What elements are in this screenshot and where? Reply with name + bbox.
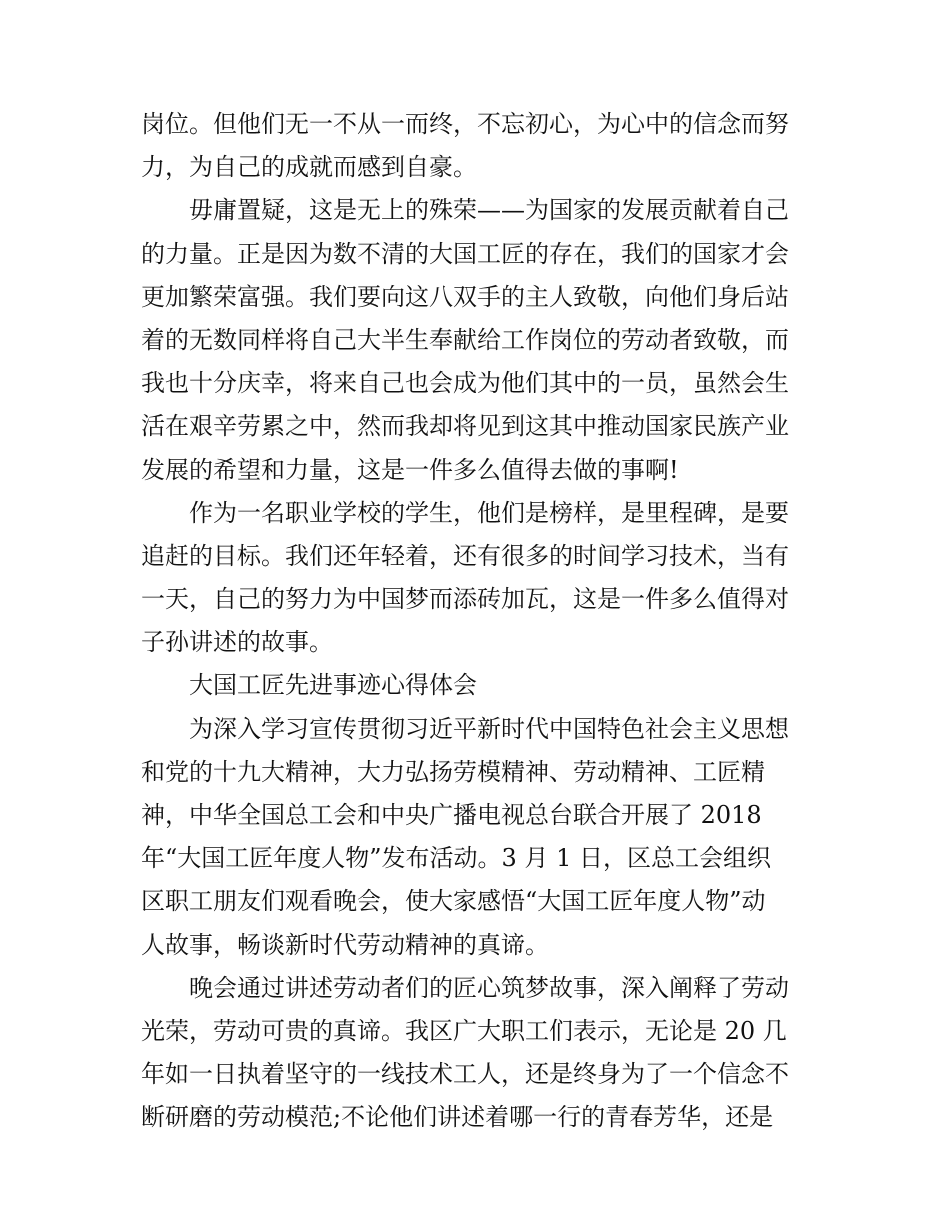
text-line: 我也十分庆幸，将来自己也会成为他们其中的一员，虽然会生	[141, 369, 789, 398]
text-line: 力，为自己的成就而感到自豪。	[141, 153, 477, 182]
text-line: 年如一日执着坚守的一线技术工人，还是终身为了一个信念不	[141, 1060, 789, 1089]
text-line: 毋庸置疑，这是无上的殊荣——为国家的发展贡献着自己	[189, 196, 789, 225]
text-line: 作为一名职业学校的学生，他们是榜样，是里程碑，是要	[189, 498, 789, 527]
text-line: 为深入学习宣传贯彻习近平新时代中国特色社会主义思想	[189, 714, 789, 743]
text-line: 追赶的目标。我们还年轻着，还有很多的时间学习技术，当有	[141, 541, 789, 570]
text-line: 一天，自己的努力为中国梦而添砖加瓦，这是一件多么值得对	[141, 585, 789, 614]
text-line: 晚会通过讲述劳动者们的匠心筑梦故事，深入阐释了劳动	[189, 973, 789, 1002]
text-line: 发展的希望和力量，这是一件多么值得去做的事啊!	[141, 455, 679, 484]
text-line: 年“大国工匠年度人物”发布活动。3 月 1 日，区总工会组织	[141, 844, 771, 873]
text-line: 区职工朋友们观看晚会，使大家感悟“大国工匠年度人物”动	[141, 887, 766, 916]
text-line: 光荣，劳动可贵的真谛。我区广大职工们表示，无论是 20 几	[141, 1016, 787, 1045]
text-line: 岗位。但他们无一不从一而终，不忘初心，为心中的信念而努	[141, 110, 789, 138]
text-line: 人故事，畅谈新时代劳动精神的真谛。	[141, 930, 549, 959]
document-body	[141, 103, 813, 1140]
text-line: 大国工匠先进事迹心得体会	[189, 671, 477, 700]
text-line: 和党的十九大精神，大力弘扬劳模精神、劳动精神、工匠精	[141, 757, 765, 786]
text-line: 更加繁荣富强。我们要向这八双手的主人致敬，向他们身后站	[141, 282, 789, 311]
text-line: 的力量。正是因为数不清的大国工匠的存在，我们的国家才会	[141, 239, 789, 268]
text-line: 神，中华全国总工会和中央广播电视总台联合开展了 2018	[141, 801, 762, 829]
text-line: 子孙讲述的故事。	[141, 628, 333, 657]
text-line: 活在艰辛劳累之中，然而我却将见到这其中推动国家民族产业	[141, 412, 789, 441]
text-line: 着的无数同样将自己大半生奉献给工作岗位的劳动者致敬，而	[141, 325, 789, 354]
text-line: 断研磨的劳动模范;不论他们讲述着哪一行的青春芳华，还是	[141, 1103, 774, 1132]
